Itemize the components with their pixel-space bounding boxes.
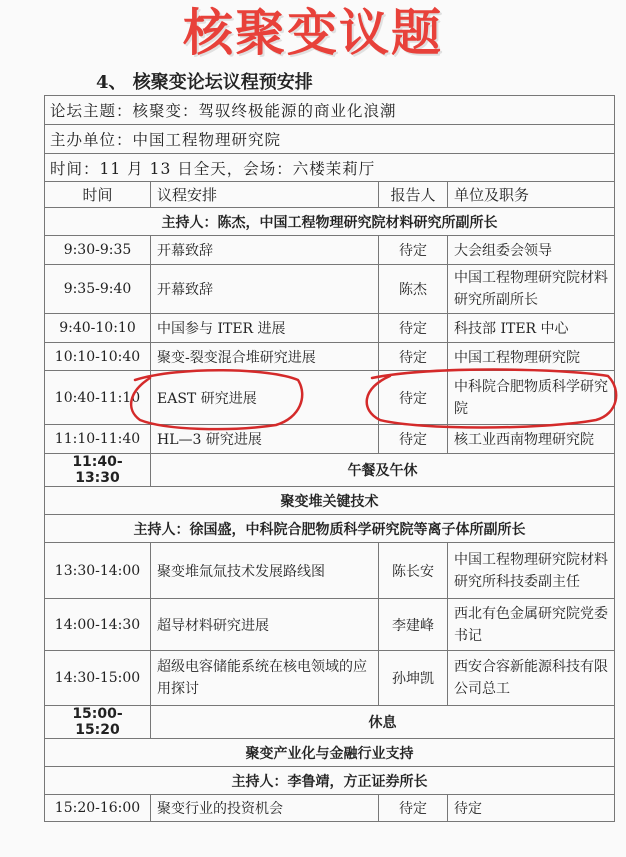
row-speaker: 待定	[379, 425, 448, 454]
row-time: 9:40-10:10	[45, 314, 151, 343]
row-time: 13:30-14:00	[45, 543, 151, 599]
row-time: 11:10-11:40	[45, 425, 151, 454]
row-unit: 科技部 ITER 中心	[448, 314, 615, 343]
forum-theme: 论坛主题：核聚变：驾驭终极能源的商业化浪潮	[45, 96, 615, 125]
table-row	[45, 543, 615, 599]
session3-host: 主持人：李鲁靖，方正证券所长	[45, 767, 615, 795]
row-time: 9:30-9:35	[45, 236, 151, 265]
row-agenda: 聚变行业的投资机会	[151, 795, 379, 822]
row-speaker: 待定	[379, 314, 448, 343]
row-unit: 核工业西南物理研究院	[448, 425, 615, 454]
header-agenda: 议程安排	[151, 182, 379, 208]
forum-time-venue: 时间：11 月 13 日全天，会场：六楼茉莉厅	[45, 154, 615, 182]
row-time: 15:20-16:00	[45, 795, 151, 822]
lunch-time: 11:40-13:30	[45, 454, 151, 487]
session2-host: 主持人：徐国盛，中科院合肥物质科学研究院等离子体所副所长	[45, 515, 615, 543]
row-speaker: 待定	[379, 371, 448, 425]
row-unit: 中国工程物理研究院材料研究所科技委副主任	[448, 543, 615, 599]
table-row	[45, 371, 615, 425]
header-unit: 单位及职务	[448, 182, 615, 208]
row-speaker: 待定	[379, 343, 448, 371]
session2-title: 聚变堆关键技术	[45, 487, 615, 515]
break-time: 15:00-15:20	[45, 706, 151, 739]
row-unit: 西北有色金属研究院党委书记	[448, 599, 615, 651]
row-time: 10:40-11:10	[45, 371, 151, 425]
table-row	[45, 265, 615, 314]
row-agenda: EAST 研究进展	[151, 371, 379, 425]
table-row	[45, 236, 615, 265]
row-speaker: 待定	[379, 236, 448, 265]
session1-host: 主持人：陈杰，中国工程物理研究院材料研究所副所长	[45, 208, 615, 236]
row-speaker: 陈杰	[379, 265, 448, 314]
row-time: 10:10-10:40	[45, 343, 151, 371]
session3-title: 聚变产业化与金融行业支持	[45, 739, 615, 767]
row-agenda: 超导材料研究进展	[151, 599, 379, 651]
header-speaker: 报告人	[379, 182, 448, 208]
row-time: 9:35-9:40	[45, 265, 151, 314]
row-agenda: 开幕致辞	[151, 236, 379, 265]
row-agenda: 聚变-裂变混合堆研究进展	[151, 343, 379, 371]
table-row	[45, 343, 615, 371]
table-row	[45, 651, 615, 706]
agenda-table	[44, 95, 615, 822]
row-unit: 大会组委会领导	[448, 236, 615, 265]
table-row	[45, 599, 615, 651]
row-speaker: 李建峰	[379, 599, 448, 651]
row-agenda: 聚变堆氚氚技术发展路线图	[151, 543, 379, 599]
row-unit: 待定	[448, 795, 615, 822]
row-speaker: 待定	[379, 795, 448, 822]
table-row	[45, 314, 615, 343]
row-time: 14:00-14:30	[45, 599, 151, 651]
row-unit: 西安合容新能源科技有限公司总工	[448, 651, 615, 706]
table-row	[45, 425, 615, 454]
row-unit: 中科院合肥物质科学研究院	[448, 371, 615, 425]
section-heading: 4、 核聚变论坛议程预安排	[96, 72, 313, 93]
row-agenda: 开幕致辞	[151, 265, 379, 314]
row-agenda: HL—3 研究进展	[151, 425, 379, 454]
row-agenda: 中国参与 ITER 进展	[151, 314, 379, 343]
row-unit: 中国工程物理研究院	[448, 343, 615, 371]
row-time: 14:30-15:00	[45, 651, 151, 706]
lunch-label: 午餐及午休	[151, 454, 615, 487]
row-speaker: 陈长安	[379, 543, 448, 599]
forum-organizer: 主办单位：中国工程物理研究院	[45, 125, 615, 154]
table-row	[45, 795, 615, 822]
lunch-row	[45, 454, 615, 487]
row-speaker: 孙坤凯	[379, 651, 448, 706]
row-agenda: 超级电容储能系统在核电领域的应用探讨	[151, 651, 379, 706]
break-row	[45, 706, 615, 739]
break-label: 休息	[151, 706, 615, 739]
header-time: 时间	[45, 182, 151, 208]
banner-title: 核聚变议题	[183, 4, 443, 62]
row-unit: 中国工程物理研究院材料研究所副所长	[448, 265, 615, 314]
